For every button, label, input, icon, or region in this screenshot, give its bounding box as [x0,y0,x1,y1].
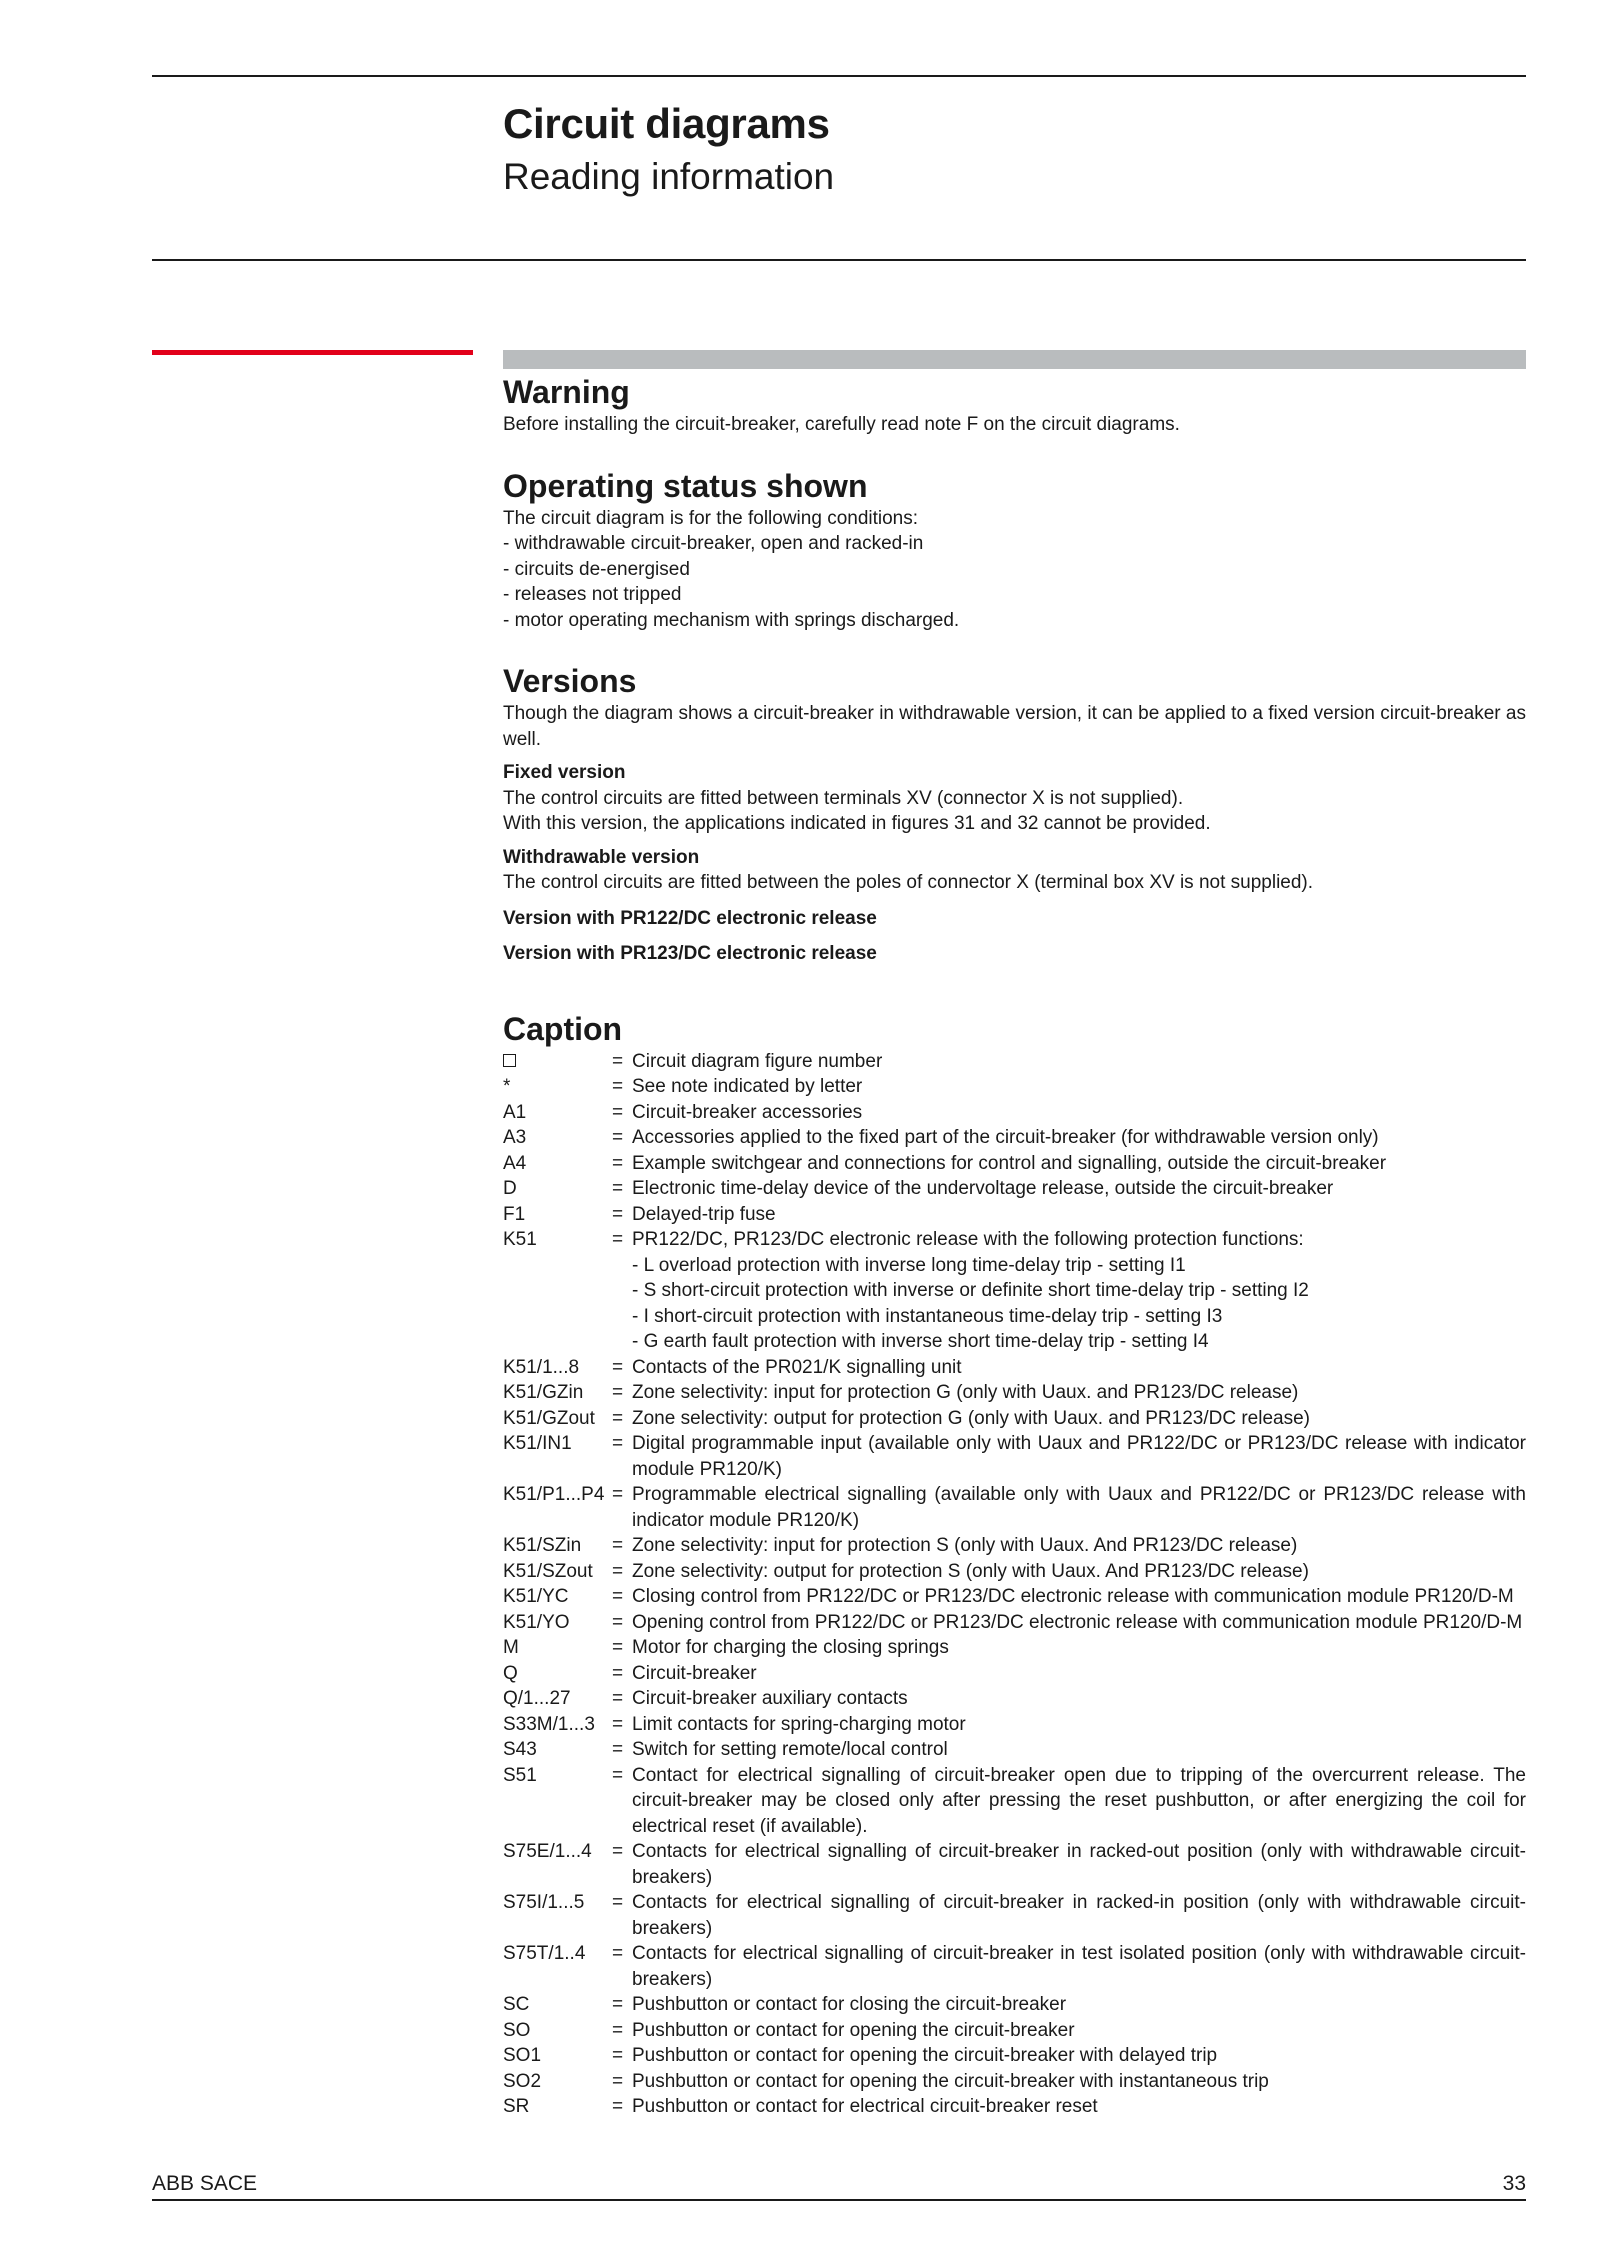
caption-code: S75E/1...4 [503,1841,592,1862]
warning-text: Before installing the circuit-breaker, carefully read note F on the circuit diagrams. [503,414,1180,435]
caption-row [503,1278,1526,1304]
caption-equals: = [612,1662,624,1684]
caption-row [503,1635,1526,1661]
caption-row [503,1584,1526,1610]
caption-description: Delayed-trip fuse [632,1203,776,1225]
caption-description: Programmable electrical signalling (available only with Uaux and PR122/DC or PR123/DC release with indicator module PR120/K) [632,1484,1526,1531]
caption-code: D [503,1178,517,1199]
caption-description: Pushbutton or contact for electrical circuit-breaker reset [632,2096,1098,2117]
caption-code: SO [503,2019,531,2041]
caption-row [503,1151,1526,1177]
caption-row [503,1686,1526,1712]
caption-description: Contacts for electrical signalling of circuit-breaker in racked-out position (only with withdrawable circuit-breakers) [632,1841,1526,1888]
caption-code: A1 [503,1101,527,1123]
caption-row [503,1406,1526,1432]
operating-line: - releases not tripped [503,584,682,605]
operating-line: The circuit diagram is for the following conditions: [503,507,919,529]
top-divider [152,75,1526,77]
versions-section [503,661,1526,967]
footer-divider [152,2199,1526,2201]
caption-description: Switch for setting remote/local control [632,1739,948,1760]
operating-status-section [503,466,1526,634]
caption-description: - L overload protection with inverse long time-delay trip - setting I1 [632,1254,1186,1276]
caption-description: Closing control from PR122/DC or PR123/DC electronic release with communication module PR120/D-M [632,1586,1514,1607]
pr123-version-title: Version with PR123/DC electronic release [503,943,877,964]
caption-section [503,1009,1526,2120]
caption-description: Zone selectivity: input for protection S (only with Uaux. And PR123/DC release) [632,1535,1298,1556]
caption-code: SR [503,2096,530,2117]
caption-row [503,1559,1526,1585]
caption-code: K51/SZout [503,1560,593,1582]
caption-row [503,2069,1526,2095]
caption-code: S43 [503,1739,537,1760]
caption-equals: = [612,1203,624,1225]
caption-description: Pushbutton or contact for closing the circuit-breaker [632,1994,1067,2015]
fixed-version-title: Fixed version [503,762,626,783]
warning-section [503,372,1526,438]
fixed-version-line: With this version, the applications indicated in figures 31 and 32 cannot be provided. [503,813,1211,834]
caption-description: Contacts of the PR021/K signalling unit [632,1356,962,1378]
caption-row [503,1941,1526,1992]
caption-description: PR122/DC, PR123/DC electronic release with the following protection functions: [632,1229,1304,1250]
caption-equals: = [612,1178,624,1199]
main-content [503,372,1526,2120]
caption-equals: = [612,2019,624,2041]
caption-row [503,1329,1526,1355]
header-divider [152,259,1526,261]
footer-brand: ABB SACE [152,2172,258,2195]
caption-description: Pushbutton or contact for opening the circuit-breaker with delayed trip [632,2045,1218,2066]
caption-code: M [503,1637,519,1658]
caption-row [503,1380,1526,1406]
caption-row [503,1202,1526,1228]
caption-equals: = [612,1076,624,1097]
caption-code: SO1 [503,2045,542,2066]
caption-code: K51/1...8 [503,1356,580,1378]
caption-equals: = [612,1892,624,1913]
caption-description: Contacts for electrical signalling of circuit-breaker in test isolated position (only with withdrawable circuit-breakers) [632,1943,1526,1990]
caption-row [503,1227,1526,1253]
caption-description: Circuit-breaker accessories [632,1101,863,1123]
caption-row [503,1253,1526,1279]
fixed-version-line: The control circuits are fitted between terminals XV (connector X is not supplied). [503,787,1184,809]
caption-equals: = [612,1535,624,1556]
operating-line: - motor operating mechanism with springs discharged. [503,609,960,631]
caption-description: Limit contacts for spring-charging motor [632,1713,966,1735]
caption-row [503,1533,1526,1559]
caption-row [503,1890,1526,1941]
caption-row [503,1125,1526,1151]
caption-equals: = [612,2045,624,2066]
caption-equals: = [612,1127,624,1148]
caption-code: K51/YC [503,1586,569,1607]
caption-equals: = [612,1994,624,2015]
caption-row [503,1763,1526,1840]
caption-equals: = [612,1688,624,1709]
caption-description: - S short-circuit protection with inverse or definite short time-delay trip - setting I2 [632,1280,1309,1301]
caption-code: K51/P1...P4 [503,1484,605,1505]
caption-row [503,1610,1526,1636]
caption-code: A4 [503,1152,527,1174]
caption-list [503,1049,1526,2120]
caption-code [503,1049,612,1075]
caption-equals: = [612,1764,624,1786]
caption-equals: = [612,1586,624,1607]
caption-code: S51 [503,1764,537,1786]
caption-code: A3 [503,1127,527,1148]
operating-line: - circuits de-energised [503,558,690,580]
caption-row [503,1482,1526,1533]
caption-equals: = [612,1713,624,1735]
caption-equals: = [612,1152,624,1174]
withdrawable-version-title: Withdrawable version [503,846,700,868]
caption-equals: = [612,1943,624,1964]
withdrawable-version-text: The control circuits are fitted between the poles of connector X (terminal box XV is not supplied). [503,872,1314,893]
caption-row [503,2043,1526,2069]
caption-description: Zone selectivity: output for protection S (only with Uaux. And PR123/DC release) [632,1560,1309,1582]
caption-row [503,1661,1526,1687]
warning-heading: Warning [503,374,630,410]
caption-row [503,1712,1526,1738]
caption-description: Zone selectivity: input for protection G (only with Uaux. and PR123/DC release) [632,1382,1299,1403]
caption-row [503,1100,1526,1126]
caption-description: Circuit diagram figure number [632,1050,883,1072]
caption-equals: = [612,1841,624,1862]
caption-equals: = [612,1560,624,1582]
caption-code: F1 [503,1203,526,1225]
caption-equals: = [612,1637,624,1658]
page-title: Circuit diagrams [503,100,830,147]
versions-intro: Though the diagram shows a circuit-breaker in withdrawable version, it can be applied to a fixed version circuit-breaker as well. [503,703,1526,750]
caption-row [503,1074,1526,1100]
caption-description: Circuit-breaker auxiliary contacts [632,1688,908,1709]
caption-row [503,2094,1526,2120]
caption-row [503,1992,1526,2018]
caption-description: See note indicated by letter [632,1076,863,1097]
caption-description: Example switchgear and connections for control and signalling, outside the circuit-breaker [632,1152,1387,1174]
caption-code: SO2 [503,2070,542,2092]
caption-code: K51/IN1 [503,1433,572,1454]
caption-row [503,1737,1526,1763]
caption-description: Accessories applied to the fixed part of the circuit-breaker (for withdrawable version only) [632,1127,1379,1148]
caption-description: Zone selectivity: output for protection G (only with Uaux. and PR123/DC release) [632,1407,1310,1429]
caption-code: S75I/1...5 [503,1892,585,1913]
caption-description: - G earth fault protection with inverse short time-delay trip - setting I4 [632,1331,1209,1352]
caption-equals: = [612,1101,624,1123]
caption-description: Pushbutton or contact for opening the circuit-breaker [632,2019,1075,2041]
accent-bar-red [152,350,473,355]
caption-description: Contacts for electrical signalling of circuit-breaker in racked-in position (only with withdrawable circuit-breakers) [632,1892,1526,1939]
square-icon [503,1054,516,1067]
caption-description: Pushbutton or contact for opening the circuit-breaker with instantaneous trip [632,2070,1269,2092]
caption-description: Contact for electrical signalling of circuit-breaker open due to tripping of the overcurrent release. The circuit-breaker may be closed only after pressing the reset pushbutton, or after energizing the coil for electrical reset (if available). [632,1764,1526,1837]
caption-code: K51 [503,1229,537,1250]
caption-equals: = [612,1382,624,1403]
caption-row [503,1049,1526,1075]
operating-line: - withdrawable circuit-breaker, open and racked-in [503,533,924,554]
page-subtitle: Reading information [503,156,835,197]
caption-row [503,1839,1526,1890]
page-number: 33 [1502,2172,1526,2195]
caption-equals: = [612,1611,624,1633]
caption-equals: = [612,1407,624,1429]
caption-code: SC [503,1994,530,2015]
caption-code: Q [503,1662,518,1684]
caption-row [503,1304,1526,1330]
caption-description: Electronic time-delay device of the undervoltage release, outside the circuit-breaker [632,1178,1334,1199]
caption-description: Opening control from PR122/DC or PR123/DC electronic release with communication module PR120/D-M [632,1611,1523,1633]
accent-bar-grey [503,350,1526,369]
caption-code: K51/GZout [503,1407,595,1429]
caption-code: Q/1...27 [503,1688,571,1709]
caption-heading: Caption [503,1010,623,1047]
operating-heading: Operating status shown [503,467,868,504]
caption-description: Circuit-breaker [632,1662,757,1684]
caption-equals: = [612,2070,624,2092]
caption-row [503,2018,1526,2044]
caption-equals: = [612,2096,624,2117]
caption-equals: = [612,1356,624,1378]
caption-code: K51/GZin [503,1382,584,1403]
caption-row [503,1431,1526,1482]
pr122-version-title: Version with PR122/DC electronic release [503,907,877,929]
caption-code: S75T/1..4 [503,1943,586,1964]
caption-code: K51/YO [503,1611,570,1633]
caption-equals: = [612,1229,624,1250]
caption-description: Motor for charging the closing springs [632,1637,949,1658]
caption-equals: = [612,1739,624,1760]
caption-row [503,1176,1526,1202]
caption-description: - I short-circuit protection with instantaneous time-delay trip - setting I3 [632,1305,1223,1327]
caption-equals: = [612,1433,624,1454]
caption-equals: = [612,1484,624,1505]
caption-description: Digital programmable input (available only with Uaux and PR122/DC or PR123/DC release with indicator module PR120/K) [632,1433,1526,1480]
caption-row [503,1355,1526,1381]
caption-code: S33M/1...3 [503,1713,595,1735]
caption-equals: = [612,1050,624,1072]
versions-heading: Versions [503,663,637,699]
caption-code: * [503,1076,511,1097]
caption-code: K51/SZin [503,1535,582,1556]
